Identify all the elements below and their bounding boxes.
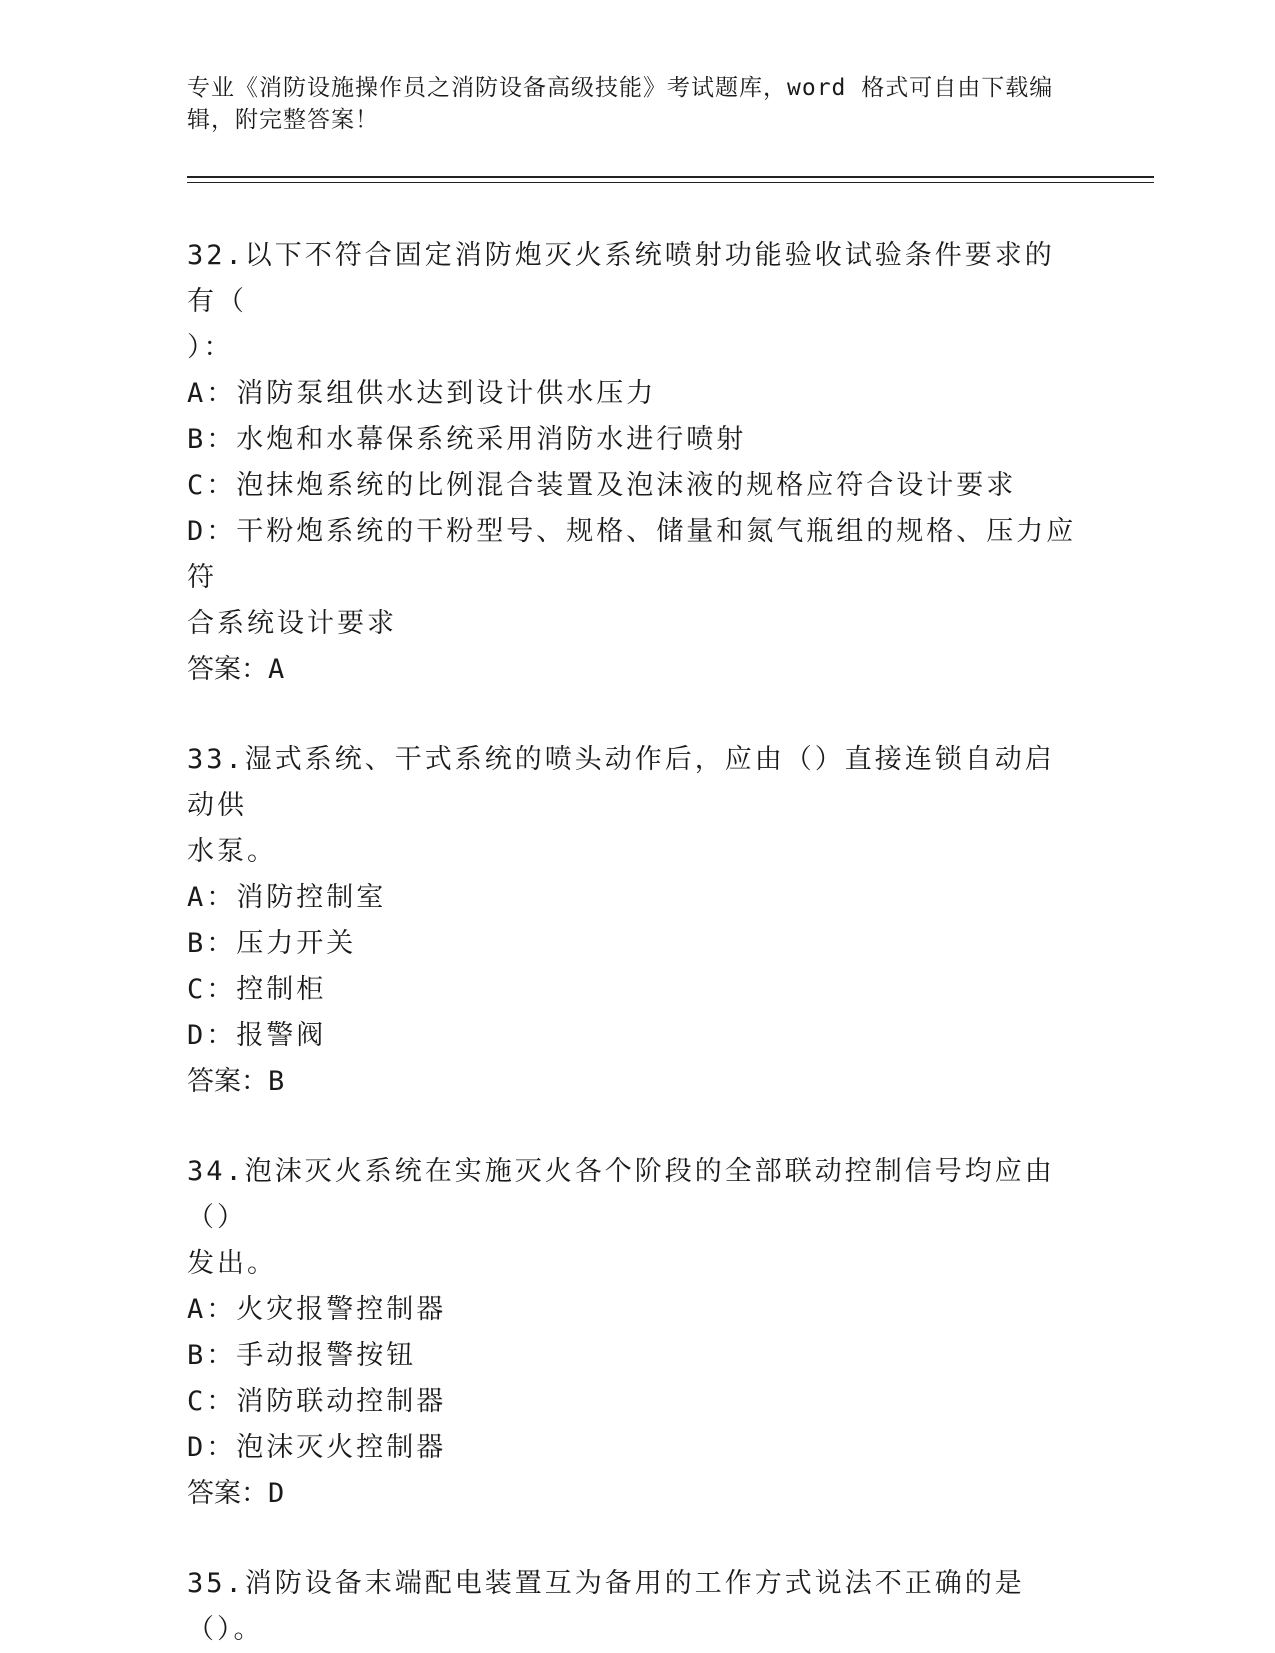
question-text [187, 233, 1077, 371]
header-line-2: 辑，附完整答案！ [187, 107, 379, 133]
option-c: C：控制柜 [187, 974, 327, 1005]
question-33 [187, 737, 1077, 1105]
answer: 答案：A [187, 654, 285, 685]
header-line-1: 专业《消防设施操作员之消防设备高级技能》考试题库，word 格式可自由下载编 [187, 75, 1054, 101]
option-d: D：干粉炮系统的干粉型号、规格、储量和氮气瓶组的规格、压力应符 [187, 516, 1077, 593]
option-b: B：压力开关 [187, 928, 357, 959]
question-34 [187, 1149, 1077, 1517]
answer: 答案：B [187, 1066, 285, 1097]
option-d: D：泡沫灭火控制器 [187, 1432, 447, 1463]
option-a: A：消防泵组供水达到设计供水压力 [187, 378, 657, 409]
question-text-line: 34.泡沫灭火系统在实施灭火各个阶段的全部联动控制信号均应由（） [187, 1156, 1055, 1233]
option-d-continued: 合系统设计要求 [187, 608, 397, 639]
question-35 [187, 1561, 1077, 1653]
question-text-line: 32.以下不符合固定消防炮灭火系统喷射功能验收试验条件要求的有（ [187, 240, 1055, 317]
header-divider-bottom [187, 182, 1154, 183]
question-text-line: ）： [187, 332, 234, 363]
question-text-line: 发出。 [187, 1248, 277, 1279]
answer: 答案：D [187, 1478, 285, 1509]
question-text [187, 1561, 1077, 1653]
question-text-line: 35.消防设备末端配电装置互为备用的工作方式说法不正确的是（）。 [187, 1568, 1025, 1645]
option-a: A：消防控制室 [187, 882, 387, 913]
question-text-line: 33.湿式系统、干式系统的喷头动作后，应由（）直接连锁自动启动供 [187, 744, 1055, 821]
option-a: A：火灾报警控制器 [187, 1294, 447, 1325]
question-text [187, 737, 1077, 875]
question-text-line: 水泵。 [187, 836, 277, 867]
option-b: B：手动报警按钮 [187, 1340, 417, 1371]
option-c: C：消防联动控制器 [187, 1386, 447, 1417]
option-c: C：泡抹炮系统的比例混合装置及泡沫液的规格应符合设计要求 [187, 470, 1017, 501]
document-header [187, 72, 1087, 136]
option-d: D：报警阀 [187, 1020, 327, 1051]
header-divider-top [187, 176, 1154, 178]
question-32 [187, 233, 1077, 693]
question-list [187, 233, 1077, 1653]
question-text [187, 1149, 1077, 1287]
option-b: B：水炮和水幕保系统采用消防水进行喷射 [187, 424, 747, 455]
